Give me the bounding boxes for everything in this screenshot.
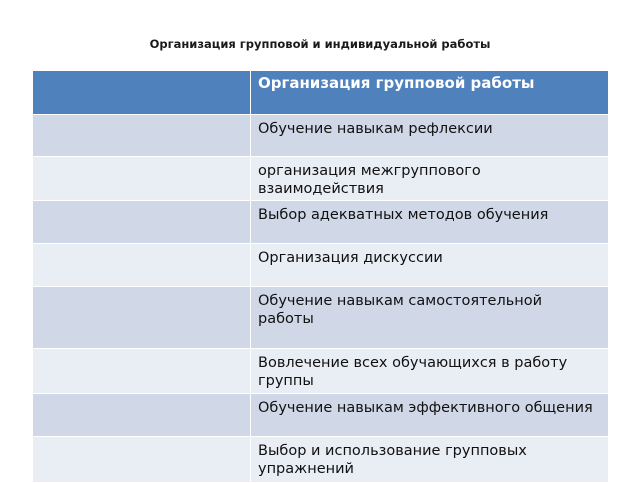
header-cell-left <box>33 71 251 115</box>
table-cell-left <box>33 201 251 244</box>
table-cell: Обучение навыкам самостоятельной работы <box>251 287 609 349</box>
header-cell-group-work: Организация групповой работы <box>251 71 609 115</box>
table-row <box>33 287 609 349</box>
table-cell: организация межгруппового взаимодействия <box>251 157 609 201</box>
table-row <box>33 437 609 483</box>
table-cell-left <box>33 157 251 201</box>
table-row <box>33 349 609 394</box>
table-row <box>33 157 609 201</box>
table-cell-left <box>33 244 251 287</box>
table-cell-left <box>33 115 251 157</box>
table-row <box>33 115 609 157</box>
table-cell-left <box>33 287 251 349</box>
table-row <box>33 244 609 287</box>
table-cell: Обучение навыкам рефлексии <box>251 115 609 157</box>
table-cell-left <box>33 394 251 437</box>
table-row <box>33 394 609 437</box>
table-cell-left <box>33 349 251 394</box>
table-cell: Вовлечение всех обучающихся в работу группы <box>251 349 609 394</box>
page-title: Организация групповой и индивидуальной работы <box>149 37 491 51</box>
table-cell: Обучение навыкам эффективного общения <box>251 394 609 437</box>
group-work-table <box>32 70 609 483</box>
table-cell: Выбор и использование групповых упражнений <box>251 437 609 483</box>
table-cell: Организация дискуссии <box>251 244 609 287</box>
table-header-row <box>33 71 609 115</box>
table-cell-left <box>33 437 251 483</box>
table-cell: Выбор адекватных методов обучения <box>251 201 609 244</box>
table-row <box>33 201 609 244</box>
